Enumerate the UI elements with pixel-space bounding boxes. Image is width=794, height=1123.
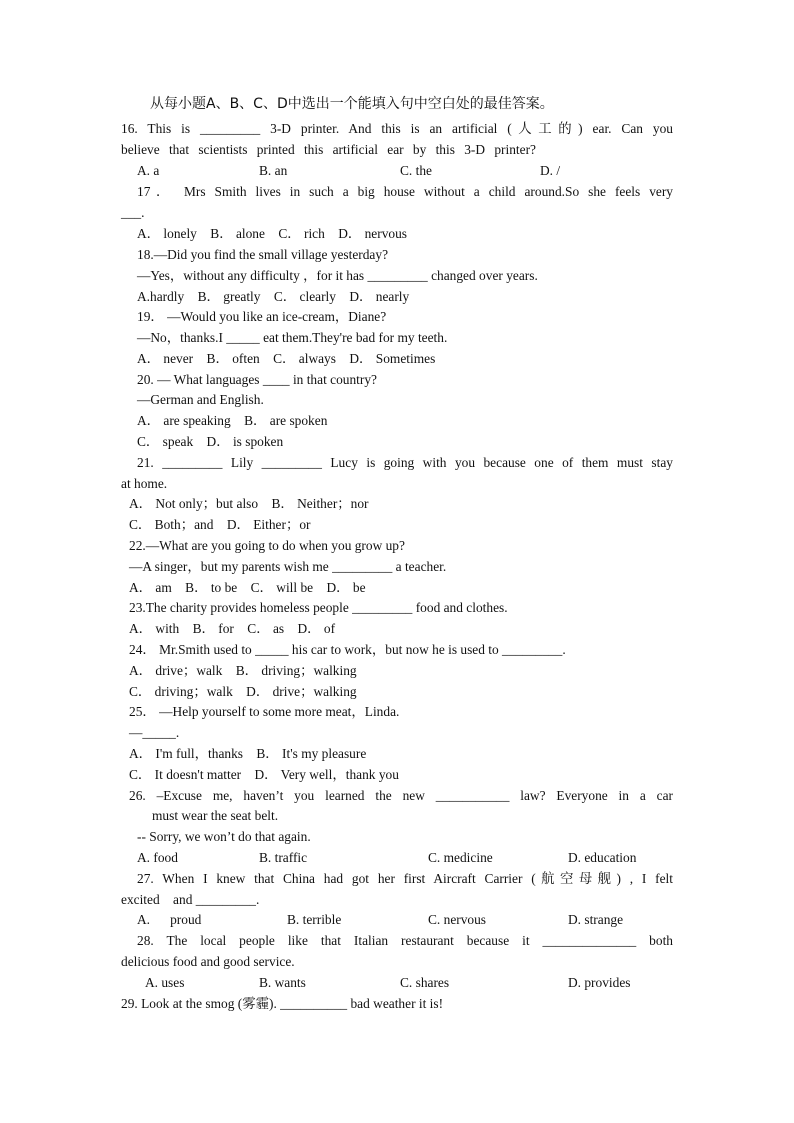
question-20-options-row2	[0, 431, 794, 452]
question-19-stem-line1	[0, 306, 794, 327]
question-28-stem-line2	[0, 951, 794, 972]
question-24-stem-line1	[0, 639, 794, 660]
question-29-text: 29. Look at the smog (雾霾). __________ bad weather it is!	[121, 996, 444, 1011]
question-18-stem-line2	[0, 265, 794, 286]
option-a[interactable]: A. a	[137, 163, 160, 178]
question-26-text-cont: must wear the seat belt.	[152, 808, 279, 823]
option-c[interactable]: C. medicine	[428, 850, 493, 865]
question-17-stem-line1	[0, 181, 794, 202]
question-18-text-cont: —Yes，without any difficulty ，for it has _________ changed over years.	[137, 268, 538, 283]
question-26-reply: -- Sorry, we won’t do that again.	[137, 829, 311, 844]
question-20-options-row1	[0, 410, 794, 431]
question-16-stem-line1	[0, 118, 794, 139]
question-25-option-list-1[interactable]: A． I'm full，thanks B． It's my pleasure	[129, 746, 367, 761]
question-20-option-list-1[interactable]: A． are speaking B． are spoken	[137, 413, 328, 428]
question-25-stem-line2	[0, 722, 794, 743]
question-19-options	[0, 348, 794, 369]
question-25-option-list-2[interactable]: C． It doesn't matter D． Very well，thank you	[129, 767, 399, 782]
question-20-text-cont: —German and English.	[137, 392, 264, 407]
question-18-text: 18.—Did you find the small village yesterday?	[137, 247, 389, 262]
option-d[interactable]: D. education	[568, 850, 637, 865]
question-21-options-row2	[0, 514, 794, 535]
question-17-stem-line2	[0, 202, 794, 223]
question-27-options	[0, 909, 794, 930]
question-21-stem-line2	[0, 473, 794, 494]
question-16-text-cont: believe that scientists printed this artificial ear by this 3-D printer?	[121, 142, 536, 157]
question-21-option-list-2[interactable]: C． Both；and D． Either；or	[129, 517, 311, 532]
question-25-stem-line1	[0, 701, 794, 722]
question-22-stem-line2	[0, 556, 794, 577]
question-22-options	[0, 577, 794, 598]
question-17-option-list[interactable]: A． lonely B． alone C． rich D． nervous	[137, 226, 408, 241]
question-27-stem-line1	[0, 868, 794, 889]
question-18-options	[0, 286, 794, 307]
question-27-text: 27. When I knew that China had got her first Aircraft Carrier (航空母舰) , I felt	[137, 871, 673, 886]
question-20-stem-line2	[0, 389, 794, 410]
question-26-stem-line1	[0, 785, 794, 806]
question-21-stem-line1	[0, 452, 794, 473]
question-17-text: 17． Mrs Smith lives in such a big house without a child around.So she feels very	[137, 184, 673, 199]
question-23-stem-line1	[0, 597, 794, 618]
option-d[interactable]: D. strange	[568, 912, 624, 927]
question-21-option-list-1[interactable]: A． Not only；but also B． Neither；nor	[129, 496, 369, 511]
question-24-option-list-1[interactable]: A． drive；walk B． driving；walking	[129, 663, 357, 678]
instruction-text: 从每小题A、B、C、D中选出一个能填入句中空白处的最佳答案。	[150, 96, 554, 112]
question-25-options-row2	[0, 764, 794, 785]
question-24-text: 24． Mr.Smith used to _____ his car to work，but now he is used to _________.	[129, 642, 566, 657]
option-b[interactable]: B. wants	[259, 975, 306, 990]
question-16-options	[0, 160, 794, 181]
question-18-option-list[interactable]: A.hardly B． greatly C． clearly D． nearly	[137, 289, 410, 304]
question-26-options	[0, 847, 794, 868]
option-d[interactable]: D. provides	[568, 975, 631, 990]
question-28-text-cont: delicious food and good service.	[121, 954, 295, 969]
question-29-stem-line1	[0, 993, 794, 1014]
question-25-blank: —_____.	[129, 725, 180, 740]
option-a[interactable]: A. proud	[137, 912, 202, 927]
question-22-option-list[interactable]: A． am B． to be C． will be D． be	[129, 580, 366, 595]
question-19-text: 19． —Would you like an ice-cream，Diane?	[137, 309, 387, 324]
question-23-options	[0, 618, 794, 639]
question-26-stem-line2	[0, 805, 794, 826]
question-21-options-row1	[0, 493, 794, 514]
question-17-blank: ___.	[121, 205, 145, 220]
question-17-options	[0, 223, 794, 244]
question-25-options-row1	[0, 743, 794, 764]
option-c[interactable]: C. the	[400, 163, 432, 178]
question-22-text-cont: —A singer，but my parents wish me _________ a teacher.	[129, 559, 447, 574]
question-23-option-list[interactable]: A． with B． for C． as D． of	[129, 621, 336, 636]
option-b[interactable]: B. an	[259, 163, 288, 178]
question-25-text: 25． —Help yourself to some more meat，Linda.	[129, 704, 400, 719]
question-20-text: 20. — What languages ____ in that country?	[137, 372, 377, 387]
question-26-text: 26. –Excuse me, haven’t you learned the new ___________ law? Everyone in a car	[129, 788, 673, 803]
question-23-text: 23.The charity provides homeless people _________ food and clothes.	[129, 600, 508, 615]
question-28-stem-line1	[0, 930, 794, 951]
option-d[interactable]: D. /	[540, 163, 561, 178]
option-b[interactable]: B. terrible	[287, 912, 342, 927]
question-28-text: 28. The local people like that Italian restaurant because it ______________ both	[137, 933, 673, 948]
question-24-option-list-2[interactable]: C． driving；walk D． drive；walking	[129, 684, 357, 699]
option-a[interactable]: A. food	[137, 850, 178, 865]
question-16-text: 16. This is _________ 3-D printer. And this is an artificial (人工的) ear. Can you	[121, 121, 673, 136]
question-21-text: 21. _________ Lily _________ Lucy is going with you because one of them must stay	[137, 455, 673, 470]
option-c[interactable]: C. nervous	[428, 912, 487, 927]
question-27-stem-line2	[0, 889, 794, 910]
question-19-text-cont: —No，thanks.I _____ eat them.They're bad for my teeth.	[137, 330, 448, 345]
question-18-stem-line1	[0, 244, 794, 265]
question-21-text-cont: at home.	[121, 476, 168, 491]
question-26-stem-line3	[0, 826, 794, 847]
question-22-stem-line1	[0, 535, 794, 556]
instruction-line	[0, 94, 794, 115]
question-19-stem-line2	[0, 327, 794, 348]
option-c[interactable]: C. shares	[400, 975, 450, 990]
question-16-stem-line2	[0, 139, 794, 160]
question-22-text: 22.—What are you going to do when you grow up?	[129, 538, 405, 553]
option-b[interactable]: B. traffic	[259, 850, 308, 865]
question-20-option-list-2[interactable]: C． speak D． is spoken	[137, 434, 284, 449]
question-20-stem-line1	[0, 369, 794, 390]
question-27-text-cont: excited and _________.	[121, 892, 260, 907]
question-28-options	[0, 972, 794, 993]
question-24-options-row2	[0, 681, 794, 702]
option-a[interactable]: A. uses	[145, 975, 185, 990]
question-24-options-row1	[0, 660, 794, 681]
question-19-option-list[interactable]: A． never B． often C． always D． Sometimes	[137, 351, 436, 366]
